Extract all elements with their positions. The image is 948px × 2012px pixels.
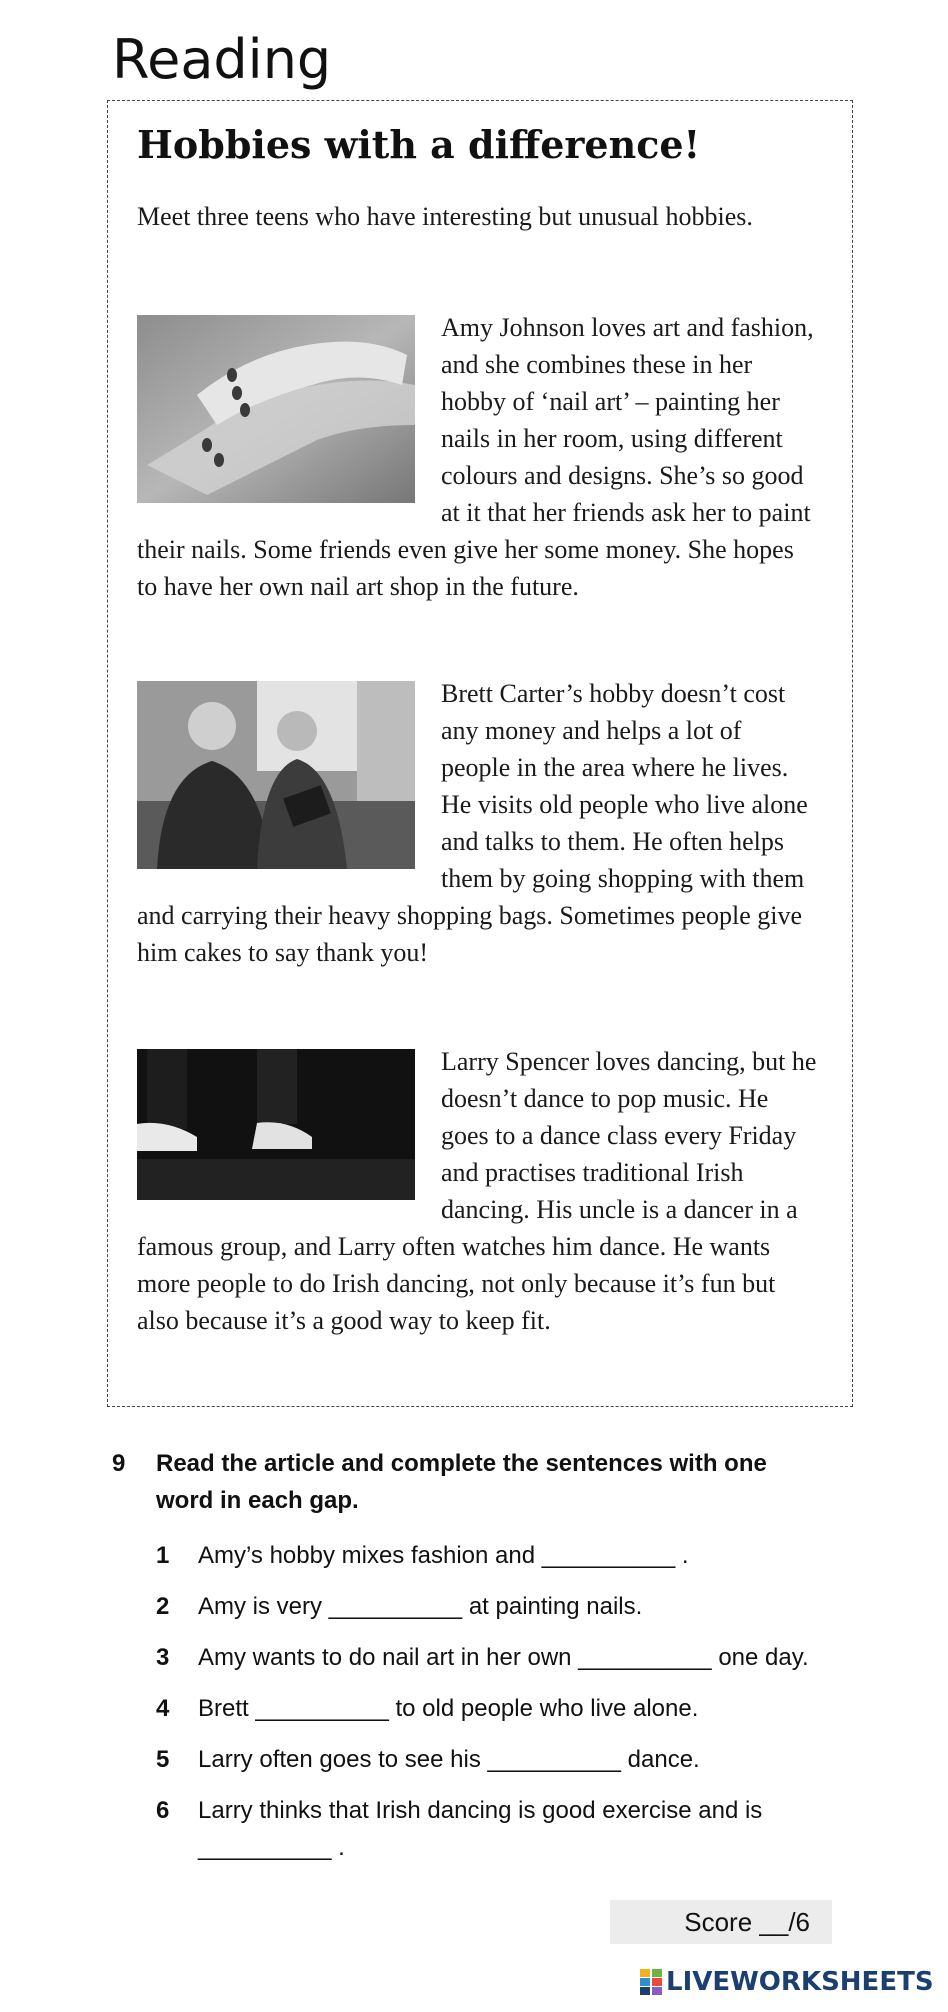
- item-text[interactable]: Larry often goes to see his __________ dance.: [198, 1746, 700, 1773]
- score-box: [610, 1900, 832, 1944]
- visiting-elderly-photo: [137, 681, 415, 869]
- nail-art-photo: [137, 315, 415, 503]
- liveworksheets-logo-icon: [640, 1969, 662, 1995]
- page-heading: Reading: [112, 28, 332, 91]
- exercise-item: [156, 1639, 836, 1676]
- article-section-text: Brett Carter’s hobby doesn’t cost any money and helps a lot of people in the area where he lives. He visits old people who live alone and talks to them. He often helps them by going shopping with them and carrying their heavy shopping bags. Sometimes people give him cakes to say thank you!: [137, 679, 808, 967]
- dancing-shoes-photo: [137, 1049, 415, 1200]
- exercise-item: [156, 1741, 836, 1778]
- article-title: Hobbies with a difference!: [137, 122, 701, 167]
- item-text[interactable]: Brett __________ to old people who live alone.: [198, 1695, 699, 1722]
- item-number: 3: [156, 1644, 170, 1671]
- item-text[interactable]: Amy is very __________ at painting nails.: [198, 1593, 643, 1620]
- item-number: 4: [156, 1695, 170, 1722]
- item-number: 2: [156, 1593, 170, 1620]
- article-section-text: Amy Johnson loves art and fashion, and she combines these in her hobby of ‘nail art’ – painting her nails in her room, using different colours and designs. She’s so good at it that her friends ask her to paint their nails. Some friends even give her some money. She hopes to have her own nail art shop in the future.: [137, 313, 814, 601]
- article-section-brett: [137, 675, 817, 971]
- item-number: 6: [156, 1797, 170, 1824]
- item-text[interactable]: Amy wants to do nail art in her own __________ one day.: [198, 1644, 809, 1671]
- article-section-amy: [137, 309, 817, 605]
- article-section-text: Larry Spencer loves dancing, but he doesn’t dance to pop music. He goes to a dance class every Friday and practises traditional Irish dancing. His uncle is a dancer in a famous group, and Larry often watches him dance. He wants more people to do Irish dancing, not only because it’s fun but also because it’s a good way to keep fit.: [137, 1047, 817, 1335]
- exercise-item: [156, 1588, 836, 1625]
- exercise-item: [156, 1537, 836, 1574]
- liveworksheets-brand[interactable]: [640, 1966, 934, 1998]
- article-intro: Meet three teens who have interesting but unusual hobbies.: [137, 202, 753, 231]
- exercise-item: [156, 1792, 836, 1866]
- item-number: 5: [156, 1746, 170, 1773]
- item-text[interactable]: Larry thinks that Irish dancing is good exercise and is __________ .: [198, 1797, 763, 1861]
- score-label: Score __/6: [684, 1907, 810, 1937]
- exercise-item: [156, 1690, 836, 1727]
- exercise-number: 9: [112, 1450, 126, 1477]
- article-box: [107, 100, 853, 1407]
- item-text[interactable]: Amy’s hobby mixes fashion and __________ .: [198, 1542, 689, 1569]
- exercise-items: [156, 1537, 836, 1880]
- brand-name: LIVEWORKSHEETS: [666, 1967, 934, 1997]
- article-section-larry: [137, 1043, 817, 1339]
- item-number: 1: [156, 1542, 170, 1569]
- exercise-instruction: Read the article and complete the sentences with one word in each gap.: [156, 1450, 767, 1514]
